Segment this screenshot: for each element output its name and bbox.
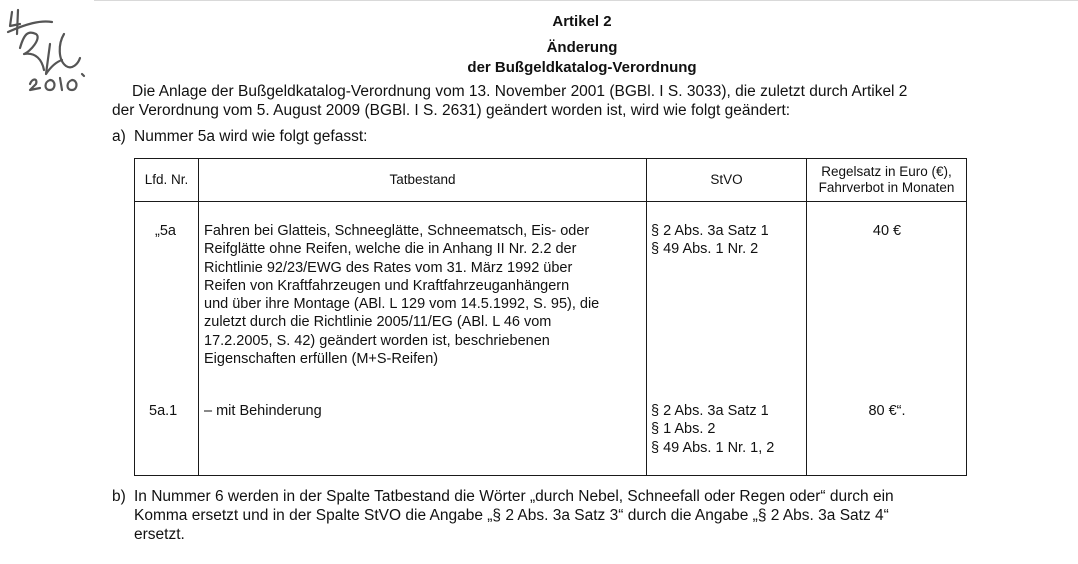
article-number: Artikel 2 [552, 13, 612, 30]
item-b-line-3: ersetzt. [134, 526, 185, 543]
article-title-line1: Änderung [546, 39, 618, 56]
item-b-line-2: Komma ersetzt und in der Spalte StVO die Angabe „§ 2 Abs. 3a Satz 3“ durch die Angabe „§ 2 Abs. 3a Satz 4“ [134, 507, 889, 524]
tatbestand-line: 17.2.2005, S. 42) geändert worden ist, beschriebenen [204, 332, 550, 349]
stvo-cell [647, 202, 807, 476]
item-a-text: Nummer 5a wird wie folgt gefasst: [134, 128, 368, 145]
header-regelsatz [807, 159, 967, 202]
stvo-references [651, 222, 769, 259]
intro-line-2: der Verordnung vom 5. August 2009 (BGBl. I S. 2631) geändert worden ist, wird wie folgt geändert: [112, 102, 791, 119]
item-b-label: b) [112, 488, 126, 505]
nr-cell [135, 202, 199, 476]
header-regelsatz-line1: Regelsatz in Euro (€), [821, 164, 952, 179]
header-lfd-nr: Lfd. Nr. [135, 159, 199, 202]
tatbestand-text [204, 222, 646, 368]
fine-amount: 40 € [872, 223, 902, 239]
tatbestand-line: – mit Behinderung [204, 403, 322, 419]
tatbestand-line: und über ihre Montage (ABl. L 129 vom 14.5.1992, S. 95), die [204, 296, 600, 313]
stvo-reference: § 49 Abs. 1 Nr. 2 [651, 241, 759, 258]
table-header-row [135, 159, 967, 202]
handwritten-stamp [6, 4, 88, 96]
tatbestand-line: Richtlinie 92/23/EWG des Rates vom 31. März 1992 über [204, 259, 573, 276]
regelsatz-cell [807, 202, 967, 476]
tatbestand-line: zuletzt durch die Richtlinie 2005/11/EG (ABl. L 46 vom [204, 314, 552, 331]
header-stvo: StVO [647, 159, 807, 202]
intro-line-1: Die Anlage der Bußgeldkatalog-Verordnung vom 13. November 2001 (BGBl. I S. 3033), die zuletzt durch Artikel 2 [132, 83, 908, 100]
item-b-line-1: In Nummer 6 werden in der Spalte Tatbestand die Wörter „durch Nebel, Schneefall oder Regen oder“ durch ein [134, 488, 894, 505]
item-a-label: a) [112, 128, 126, 145]
tatbestand-cell [199, 202, 647, 476]
tatbestand-text [204, 402, 322, 420]
tatbestand-line: Reifglätte ohne Reifen, welche die in Anhang II Nr. 2.2 der [204, 241, 577, 258]
stvo-reference: § 1 Abs. 2 [651, 421, 716, 438]
stvo-reference: § 49 Abs. 1 Nr. 1, 2 [651, 439, 775, 456]
tatbestand-line: Eigenschaften erfüllen (M+S-Reifen) [204, 351, 439, 368]
stvo-reference: § 2 Abs. 3a Satz 1 [651, 223, 769, 239]
tatbestand-line: Reifen von Kraftfahrzeugen und Kraftfahrzeuganhängern [204, 277, 570, 294]
stvo-references [651, 402, 774, 457]
fine-amount: 80 €“. [868, 403, 906, 419]
stvo-reference: § 2 Abs. 3a Satz 1 [651, 403, 769, 419]
article-title-line2: der Bußgeldkatalog-Verordnung [467, 59, 697, 76]
header-tatbestand: Tatbestand [199, 159, 647, 202]
fine-table [134, 158, 967, 476]
header-regelsatz-line2: Fahrverbot in Monaten [818, 180, 955, 195]
tatbestand-line: Fahren bei Glatteis, Schneeglätte, Schneematsch, Eis- oder [204, 223, 590, 239]
row-number: 5a.1 [149, 403, 178, 419]
page-top-border [94, 0, 1078, 1]
row-number: „5a [155, 223, 176, 239]
table-row [135, 202, 967, 476]
